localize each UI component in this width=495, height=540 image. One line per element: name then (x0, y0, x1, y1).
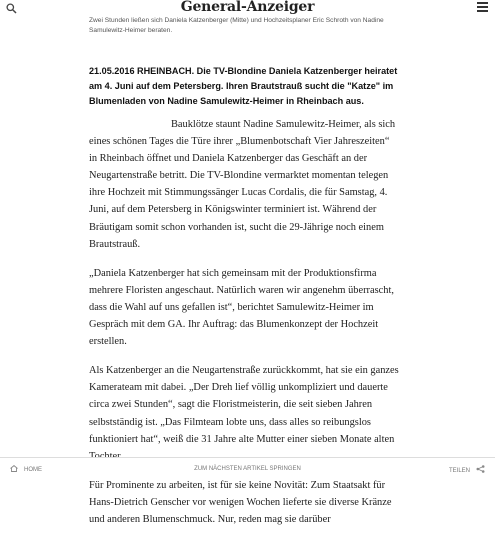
hamburger-menu-icon[interactable] (477, 2, 488, 12)
share-button[interactable] (449, 465, 485, 474)
article-paragraph: Als Katzenberger an die Neugartenstraße zurückkommt, hat sie ein ganzes Kamerateam mit dabei. „Der Dreh lief völlig unkompliziert und dauerte circa zwei Stunden“, sagt die Floristmeisterin, die seit sieben Jahren selbstständig ist. „Das Filmteam lobte uns, dass alles so reibungslos funktioniert hat“, weiß die 31 Jahre alte Mutter einer sieben Monate alten (89, 365, 399, 445)
bottom-bar (0, 457, 495, 479)
article-paragraph: „Daniela Katzenberger hat sich gemeinsam mit der Produktionsfirma mehrere Floristen angeschaut. Natürlich waren wir angenehm überrascht, dass die Wahl auf uns gefallen ist“, berichtet Samulewitz-Heimer im Gespräch mit dem GA. Ihr Auftrag: das Blumenkonzept der Hochzeit erstellen. (89, 267, 394, 348)
top-bar (0, 0, 495, 14)
share-label: TEILEN (448, 468, 470, 474)
article-lead: 21.05.2016 RHEINBACH. Die TV-Blondine Daniela Katzenberger heiratet am 4. Juni auf dem Petersberg. Ihren Brautstrauß sucht die "Katze" im Blumenladen von Nadine Samulewitz-Heimer in Rheinbach aus. (89, 66, 398, 106)
article-paragraph: Bauklötze staunt Nadine Samulewitz-Heimer, als sich eines schönen Tages die Türe ihrer „Blumenbotschaft Vier Jahreszeiten“ in Rheinbach öffnet und Daniela Katzenberger das Geschäft an der Neugartenstraße betritt. Die TV-Blondine vermarktet momentan telegen ihre Hochzeit mit Stimmungssänger Lucas Cordalis, die für Samstag, 4. Juni, auf dem Petersberg in Königswinter terminiert ist. Während der Bräutigam somit schon vorhanden ist, sucht die 29-Jährige noch einem Brautstrauß. (89, 119, 396, 250)
site-logo[interactable]: General-Anzeiger (180, 0, 315, 15)
next-article-button[interactable]: ZUM NÄCHSTEN ARTIKEL SPRINGEN (194, 466, 301, 472)
article-paragraph: Für Prominente zu arbeiten, ist für sie keine Novität: Zum Staatsakt für Hans-Dietrich Genscher vor wenigen Wochen lieferte sie diverse Kränze und anderen Blumenschmuck. Nur, reden mag sie darüber (89, 479, 392, 525)
share-icon (476, 465, 485, 473)
image-caption: Zwei Stunden ließen sich Daniela Katzenberger (Mitte) und Hochzeitsplaner Eric Schroth von Nadine Samulewitz-Heimer beraten. (89, 17, 384, 34)
home-label: HOME (24, 467, 42, 473)
